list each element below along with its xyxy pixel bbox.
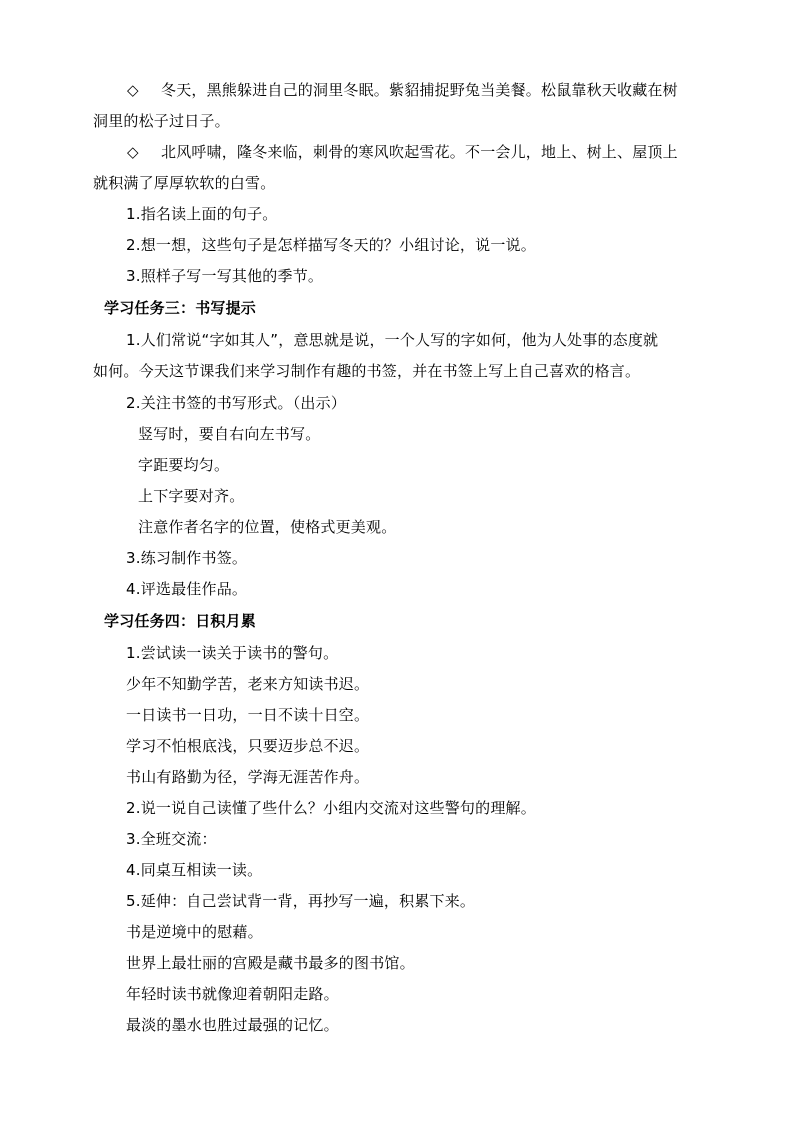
task3-tip: 竖写时，要自右向左书写。	[138, 425, 321, 443]
winter-text-line1: 冬天，黑熊躲进自己的洞里冬眠。紫貂捕捉野兔当美餐。松鼠靠秋天收藏在树	[161, 81, 678, 99]
task3-item4: 4.评选最佳作品。	[126, 580, 248, 598]
wind-text-line1: 北风呼啸，隆冬来临，刺骨的寒风吹起雪花。不一会儿，地上、树上、屋顶上	[161, 143, 678, 161]
saying-text: 一日读书一日功，一日不读十日空。	[126, 706, 370, 724]
task4-item3: 3.全班交流：	[126, 830, 217, 848]
task3-tip: 注意作者名字的位置，使格式更美观。	[138, 518, 397, 536]
saying-text: 少年不知勤学苦，老来方知读书迟。	[126, 675, 370, 693]
quote-text: 年轻时读书就像迎着朝阳走路。	[126, 985, 339, 1003]
saying-text: 学习不怕根底浅，只要迈步总不迟。	[126, 737, 370, 755]
task4-item1: 1.尝试读一读关于读书的警句。	[126, 644, 339, 662]
task3-item1-line2: 如何。今天这节课我们来学习制作有趣的书签，并在书签上写上自己喜欢的格言。	[93, 362, 641, 380]
task3-item3: 3.练习制作书签。	[126, 549, 248, 567]
quote-text: 书是逆境中的慰藉。	[126, 923, 263, 941]
task4-item4: 4.同桌互相读一读。	[126, 861, 263, 879]
wind-text-line2: 就积满了厚厚软软的白雪。	[93, 174, 276, 192]
task2-item: 1.指名读上面的句子。	[126, 205, 278, 223]
bullet-icon: ◇	[127, 143, 139, 161]
saying-text: 书山有路勤为径，学海无涯苦作舟。	[126, 768, 370, 786]
task3-item2: 2.关注书签的书写形式。（出示）	[126, 394, 347, 412]
winter-text-line2: 洞里的松子过日子。	[93, 112, 230, 130]
task4-item2: 2.说一说自己读懂了些什么？小组内交流对这些警句的理解。	[126, 799, 536, 817]
task2-item: 2.想一想，这些句子是怎样描写冬天的？小组讨论，说一说。	[126, 236, 536, 254]
task2-item: 3.照样子写一写其他的季节。	[126, 267, 324, 285]
task4-item5: 5.延伸：自己尝试背一背，再抄写一遍，积累下来。	[126, 892, 476, 910]
quote-text: 世界上最壮丽的宫殿是藏书最多的图书馆。	[126, 954, 415, 972]
bullet-icon: ◇	[127, 81, 139, 99]
quote-text: 最淡的墨水也胜过最强的记忆。	[126, 1016, 339, 1034]
task3-item1-line1: 1.人们常说“字如其人”，意思就是说，一个人写的字如何，他为人处事的态度就	[126, 331, 659, 349]
task4-heading: 学习任务四：日积月累	[104, 612, 257, 630]
task3-tip: 上下字要对齐。	[138, 487, 245, 505]
task3-heading: 学习任务三：书写提示	[104, 299, 257, 317]
task3-tip: 字距要均匀。	[138, 456, 230, 474]
